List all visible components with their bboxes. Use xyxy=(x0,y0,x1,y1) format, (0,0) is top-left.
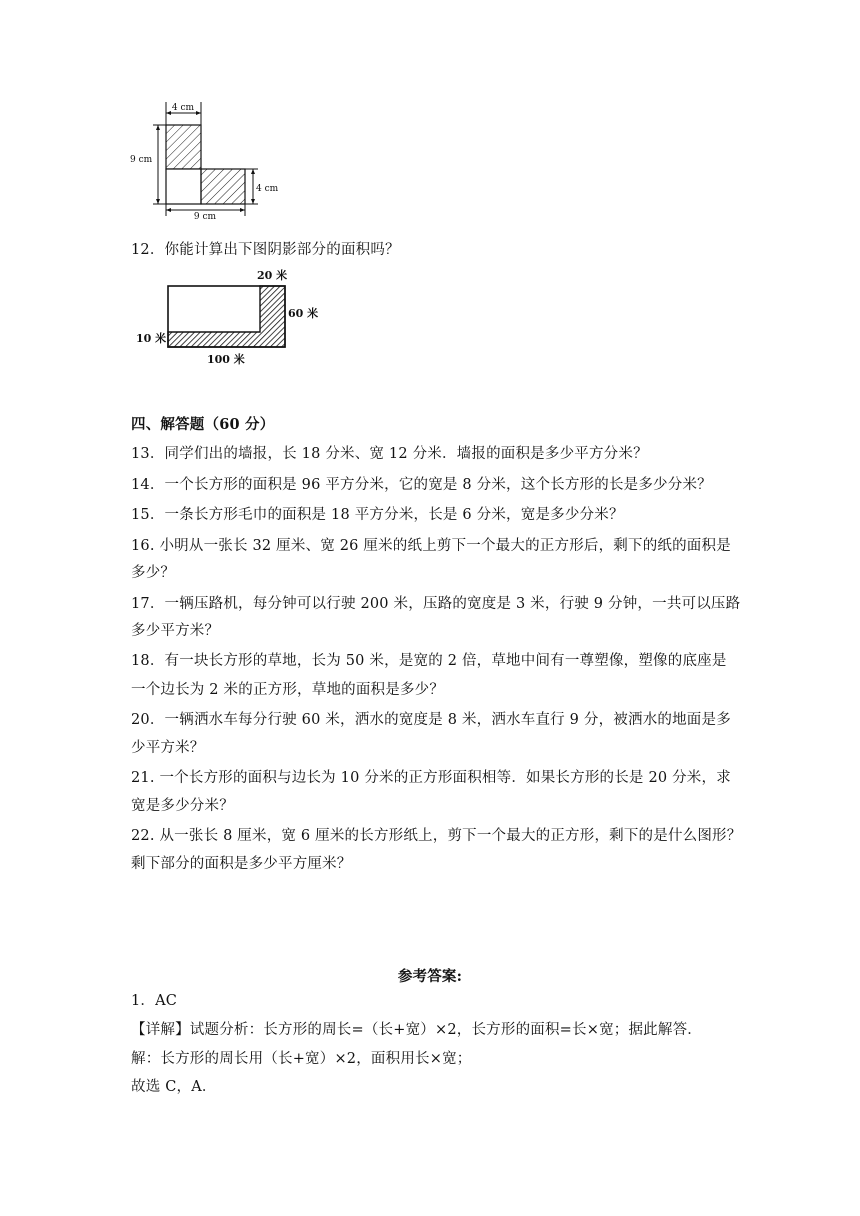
figure2-top-label: 20 米 xyxy=(257,269,288,282)
answer-line: 【详解】试题分析：长方形的周长=（长+宽）×2，长方形的面积=长×宽；据此解答． xyxy=(131,1022,702,1038)
question-line: 宽是多少分米？ xyxy=(131,798,234,814)
question-line: 22. 从一张长 8 厘米，宽 6 厘米的长方形纸上，剪下一个最大的正方形，剩下的是什么图形？ xyxy=(131,828,742,844)
question-line: 13．同学们出的墙报，长 18 分米、宽 12 分米．墙报的面积是多少平方分米？ xyxy=(131,446,648,462)
figure1-left-label: 9 cm xyxy=(130,155,153,165)
figure1-bottom-label: 9 cm xyxy=(193,212,217,222)
answer-line: 故选 C，A． xyxy=(131,1079,217,1095)
answer-line: 解：长方形的周长用（长+宽）×2，面积用长×宽； xyxy=(131,1051,472,1067)
question-line: 15．一条长方形毛巾的面积是 18 平方分米，长是 6 分米，宽是多少分米？ xyxy=(131,507,624,523)
figure2-bottom-label: 100 米 xyxy=(207,353,245,366)
question-line: 18．有一块长方形的草地，长为 50 米，是宽的 2 倍，草地中间有一尊塑像，塑像的底座是 xyxy=(131,653,727,669)
question-line: 17．一辆压路机，每分钟可以行驶 200 米，压路的宽度是 3 米，行驶 9 分钟，一共可以压路 xyxy=(131,596,741,612)
question-line: 21. 一个长方形的面积与边长为 10 分米的正方形面积相等．如果长方形的长是 20 分米，求 xyxy=(131,770,731,786)
figure-shaded-rectangle xyxy=(130,266,330,372)
question-line: 剩下部分的面积是多少平方厘米？ xyxy=(131,856,352,872)
question-line: 20．一辆洒水车每分行驶 60 米，洒水的宽度是 8 米，洒水车直行 9 分，被洒水的地面是多 xyxy=(131,712,731,728)
question-line: 多少平方米？ xyxy=(131,623,220,639)
figure2-right-label: 60 米 xyxy=(288,307,319,320)
figure-l-shape xyxy=(125,98,285,224)
question-line: 14．一个长方形的面积是 96 平方分米，它的宽是 8 分米，这个长方形的长是多少分米？ xyxy=(131,477,712,493)
question-line: 一个边长为 2 米的正方形，草地的面积是多少？ xyxy=(131,682,445,698)
figure1-right-label: 4 cm xyxy=(256,184,279,194)
answer-title: 参考答案: xyxy=(397,968,463,985)
question-line: 16. 小明从一张长 32 厘米、宽 26 厘米的纸上剪下一个最大的正方形后，剩下的纸的面积是 xyxy=(131,538,731,554)
figure2-left-label: 10 米 xyxy=(136,332,167,345)
question-12: 12．你能计算出下图阴影部分的面积吗？ xyxy=(131,242,400,258)
question-line: 少平方米？ xyxy=(131,740,205,756)
section-4-title: 四、解答题（60 分） xyxy=(131,416,275,433)
figure1-top-label: 4 cm xyxy=(171,103,195,113)
answer-line: 1．AC xyxy=(131,993,178,1009)
question-line: 多少？ xyxy=(131,565,176,581)
